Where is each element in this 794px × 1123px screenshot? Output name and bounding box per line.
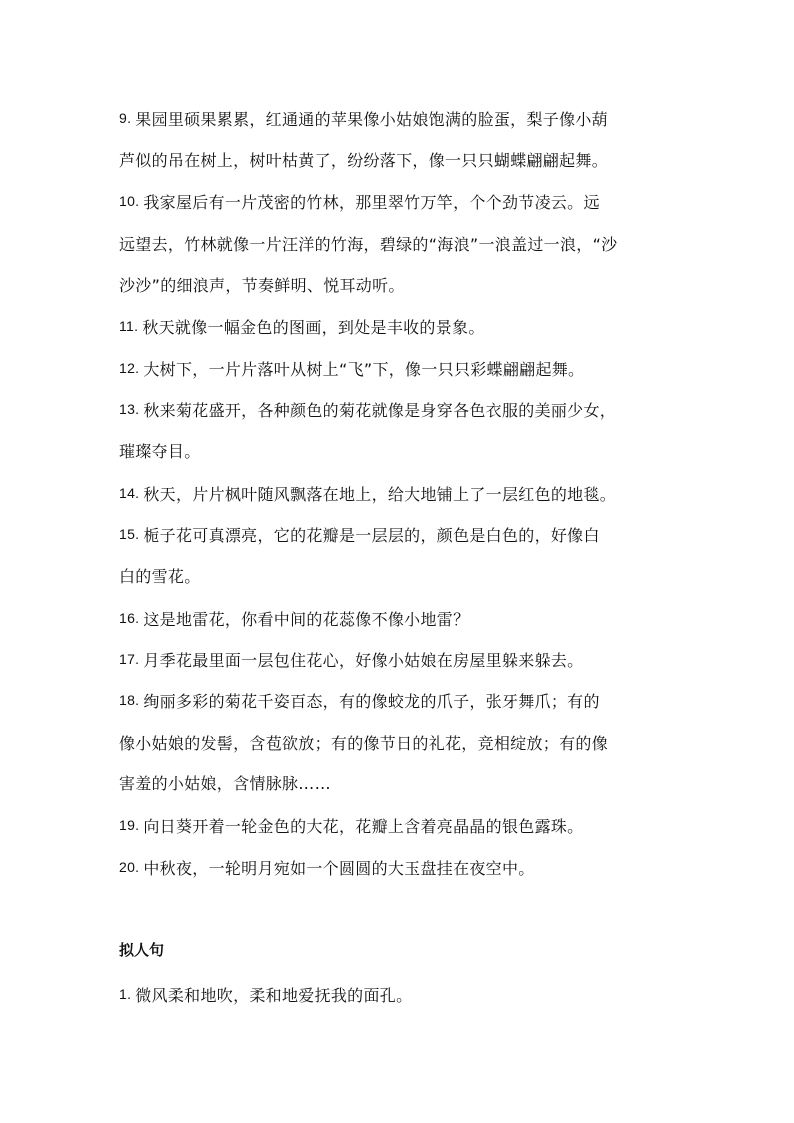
list-item [119, 983, 699, 1007]
item-number: 11. [119, 318, 139, 334]
item-number: 13. [119, 401, 140, 417]
item-number: 19. [119, 817, 140, 833]
list-item [119, 856, 699, 880]
item-number: 20. [119, 859, 140, 875]
list-item [119, 814, 699, 838]
list-item [119, 398, 699, 422]
item-number: 1. [119, 986, 132, 1002]
list-item [119, 689, 699, 713]
section-heading: 拟人句 [119, 941, 165, 959]
item-number: 18. [119, 692, 140, 708]
item-continuation: 沙沙”的细浪声，节奏鲜明、悦耳动听。 [119, 276, 405, 295]
item-text: 秋来菊花盛开，各种颜色的菊花就像是身穿各色衣服的美丽少女， [143, 401, 617, 420]
item-number: 15. [119, 526, 140, 542]
item-text: 秋天就像一幅金色的图画，到处是丰收的景象。 [142, 318, 485, 337]
item-text: 绚丽多彩的菊花千姿百态，有的像蛟龙的爪子，张牙舞爪；有的 [143, 692, 600, 711]
item-text: 微风柔和地吹，柔和地爱抚我的面孔。 [135, 986, 413, 1005]
item-text: 栀子花可真漂亮，它的花瓣是一层层的，颜色是白色的，好像白 [143, 526, 600, 545]
item-number: 12. [119, 360, 140, 376]
list-item [119, 357, 699, 381]
item-text: 向日葵开着一轮金色的大花，花瓣上含着亮晶晶的银色露珠。 [143, 817, 584, 836]
list-item [119, 523, 699, 547]
item-text: 大树下，一片片落叶从树上“飞”下，像一只只彩蝶翩翩起舞。 [143, 360, 585, 379]
item-number: 10. [119, 193, 140, 209]
item-continuation: 害羞的小姑娘，含情脉脉…… [119, 774, 331, 793]
item-number: 17. [119, 651, 140, 667]
list-item [119, 190, 699, 214]
item-text: 我家屋后有一片茂密的竹林，那里翠竹万竿，个个劲节凌云。远 [143, 193, 600, 212]
item-text: 果园里硕果累累，红通通的苹果像小姑娘饱满的脸蛋，梨子像小葫 [135, 110, 608, 129]
item-number: 16. [119, 610, 140, 626]
item-text: 中秋夜，一轮明月宛如一个圆圆的大玉盘挂在夜空中。 [143, 859, 535, 878]
item-continuation: 像小姑娘的发髻，含苞欲放；有的像节日的礼花，竞相绽放；有的像 [119, 734, 609, 753]
item-continuation: 芦似的吊在树上，树叶枯黄了，纷纷落下，像一只只蝴蝶翩翩起舞。 [119, 151, 609, 170]
list-item [119, 648, 699, 672]
list-item [119, 482, 699, 506]
list-item [119, 315, 699, 339]
item-number: 9. [119, 110, 132, 126]
item-text: 秋天，片片枫叶随风飘落在地上，给大地铺上了一层红色的地毯。 [143, 485, 617, 504]
item-continuation: 远望去，竹林就像一片汪洋的竹海，碧绿的“海浪”一浪盖过一浪，“沙 [119, 235, 618, 254]
list-item [119, 107, 699, 131]
list-item [119, 607, 699, 631]
item-number: 14. [119, 485, 140, 501]
item-continuation: 璀璨夺目。 [119, 442, 201, 461]
item-text: 月季花最里面一层包住花心，好像小姑娘在房屋里躲来躲去。 [143, 651, 584, 670]
item-text: 这是地雷花，你看中间的花蕊像不像小地雷？ [143, 610, 470, 629]
item-continuation: 白的雪花。 [119, 567, 201, 586]
